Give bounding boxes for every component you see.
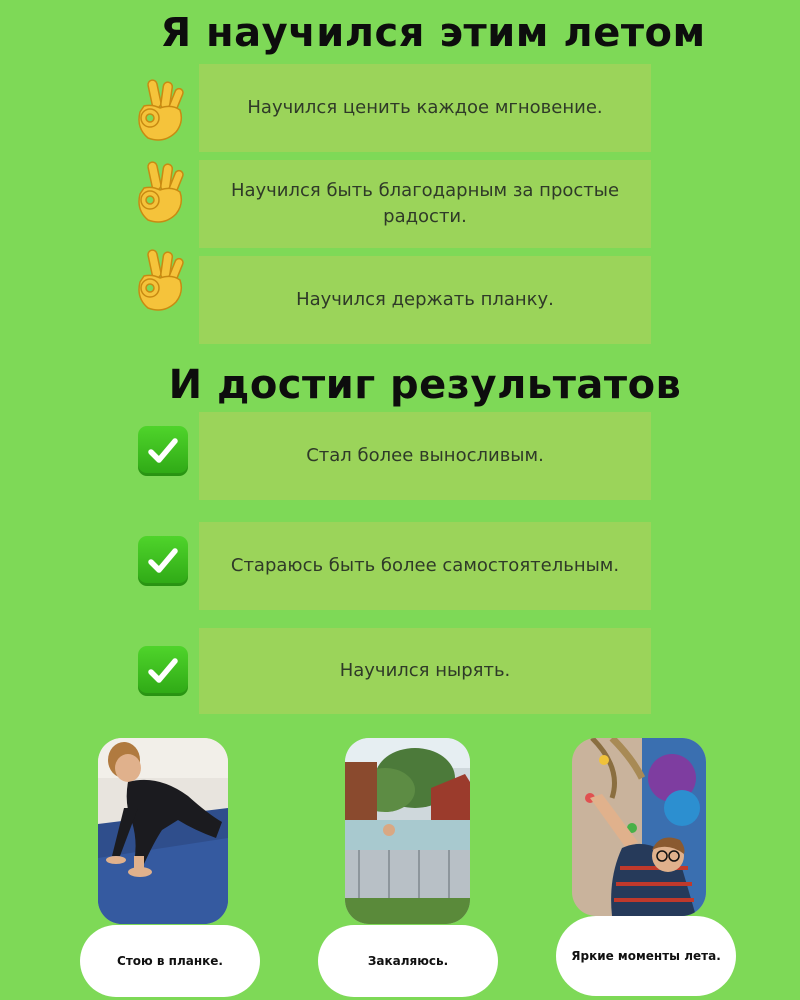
check-mark-icon bbox=[138, 426, 188, 476]
check-mark-icon bbox=[138, 536, 188, 586]
caption-climbing: Яркие моменты лета. bbox=[556, 916, 736, 996]
ok-hand-icon bbox=[130, 248, 188, 312]
learned-item-1: Научился ценить каждое мгновение. bbox=[199, 64, 651, 152]
section-title-learned: Я научился этим летом bbox=[160, 10, 706, 56]
achieved-item-3: Научился нырять. bbox=[199, 628, 651, 714]
photo-climbing bbox=[572, 738, 706, 916]
photo-plank bbox=[98, 738, 228, 924]
learned-item-3: Научился держать планку. bbox=[199, 256, 651, 344]
ok-hand-icon bbox=[130, 78, 188, 142]
achieved-item-2: Стараюсь быть более самостоятельным. bbox=[199, 522, 651, 610]
check-mark-icon bbox=[138, 646, 188, 696]
caption-pool: Закаляюсь. bbox=[318, 925, 498, 997]
photo-pool bbox=[345, 738, 470, 924]
achieved-item-1: Стал более выносливым. bbox=[199, 412, 651, 500]
section-title-achieved: И достиг результатов bbox=[168, 362, 682, 408]
caption-plank: Стою в планке. bbox=[80, 925, 260, 997]
ok-hand-icon bbox=[130, 160, 188, 224]
learned-item-2: Научился быть благодарным за простые радости. bbox=[199, 160, 651, 248]
